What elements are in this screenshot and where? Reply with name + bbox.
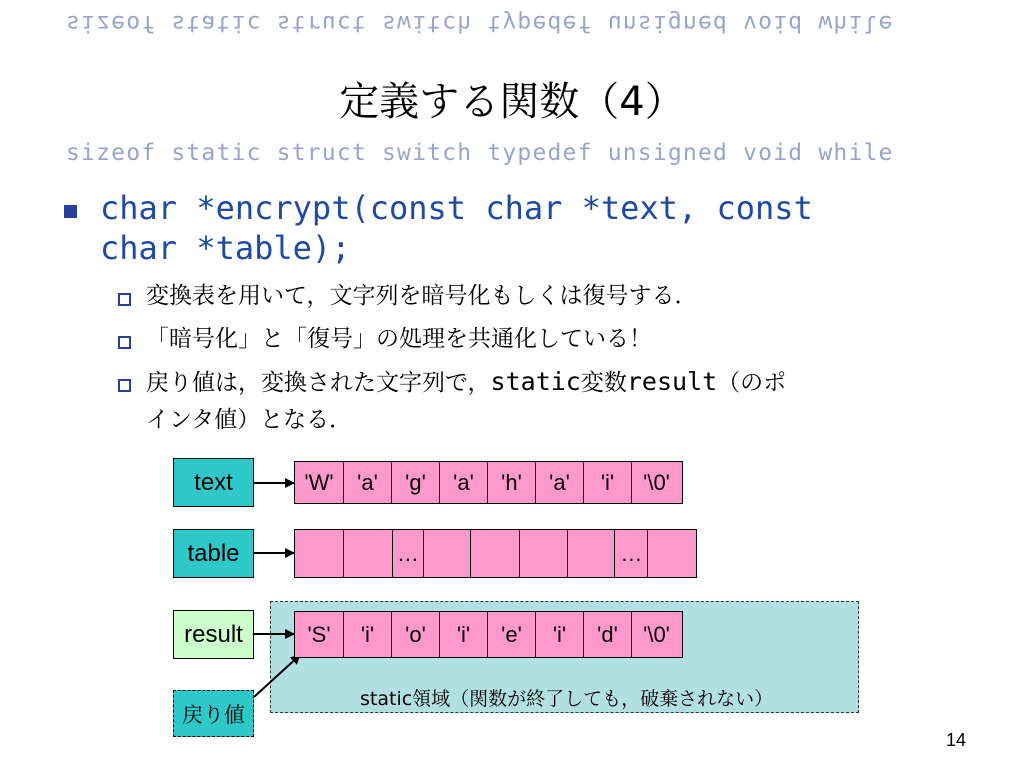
static-region-caption: static領域（関数が終了しても，破棄されない） <box>360 688 774 710</box>
slide-title: 定義する関数（4） <box>339 79 685 125</box>
text-pointer-label: text <box>173 458 254 507</box>
result-array-cell: 'o' <box>392 612 440 657</box>
result-array <box>294 611 683 658</box>
text-array-cell: 'h' <box>488 462 536 503</box>
table-array-cell <box>520 530 568 577</box>
text-array-cell: '\0' <box>643 469 670 495</box>
text-array-cell: 'a' <box>344 462 392 503</box>
sub-bullet-3-mid: 変数 <box>580 370 627 396</box>
prototype-line-2: char *table); <box>100 229 351 267</box>
result-array-cell: 'S' <box>295 612 344 657</box>
table-array <box>294 529 697 578</box>
result-array-cell: 'e' <box>488 612 536 657</box>
table-array-cell <box>424 530 471 577</box>
sub-bullet-3-suffix: （のポ <box>717 370 787 396</box>
result-identifier: result <box>626 367 718 396</box>
table-array-cell <box>648 530 696 577</box>
text-array-cell: 'W' <box>295 462 344 503</box>
result-array-cell: '\0' <box>643 621 670 647</box>
prototype-line-1: char *encrypt(const char *text, const <box>100 189 813 227</box>
table-array-ellipsis: … <box>615 530 648 577</box>
table-array-cell <box>568 530 616 577</box>
result-array-cell: 'i' <box>440 612 488 657</box>
return-value-label: 戻り値 <box>173 690 254 737</box>
sub-bullet-text-2: 「暗号化」と「復号」の処理を共通化している！ <box>146 326 652 352</box>
result-array-cell: 'd' <box>584 612 632 657</box>
text-array-cell: 'a' <box>440 462 488 503</box>
page-number: 14 <box>945 730 966 750</box>
text-array-cell: 'i' <box>584 462 632 503</box>
result-pointer-label: result <box>173 610 254 659</box>
table-array-cell <box>471 530 520 577</box>
text-array-cell: 'a' <box>536 462 584 503</box>
decorative-keywords-mirrored: sizeof static struct switch typedef unsigned void while <box>66 10 894 36</box>
table-array-cell <box>295 530 344 577</box>
sub-bullet-text-3-line-2: インタ値）となる． <box>146 407 353 433</box>
table-array-cell <box>344 530 393 577</box>
sub-bullet-3-prefix: 戻り値は，変換された文字列で， <box>146 370 491 396</box>
text-array <box>294 461 683 504</box>
table-pointer-label: table <box>173 529 254 578</box>
result-array-cell: 'i' <box>344 612 392 657</box>
text-array-cell: 'g' <box>392 462 440 503</box>
result-array-cell: 'i' <box>536 612 584 657</box>
table-array-ellipsis: … <box>393 530 425 577</box>
static-keyword: static <box>490 367 581 396</box>
return-value-arrow <box>254 655 300 697</box>
decorative-keywords: sizeof static struct switch typedef unsigned void while <box>66 140 894 166</box>
sub-bullet-text-1: 変換表を用いて，文字列を暗号化もしくは復号する． <box>146 283 698 309</box>
